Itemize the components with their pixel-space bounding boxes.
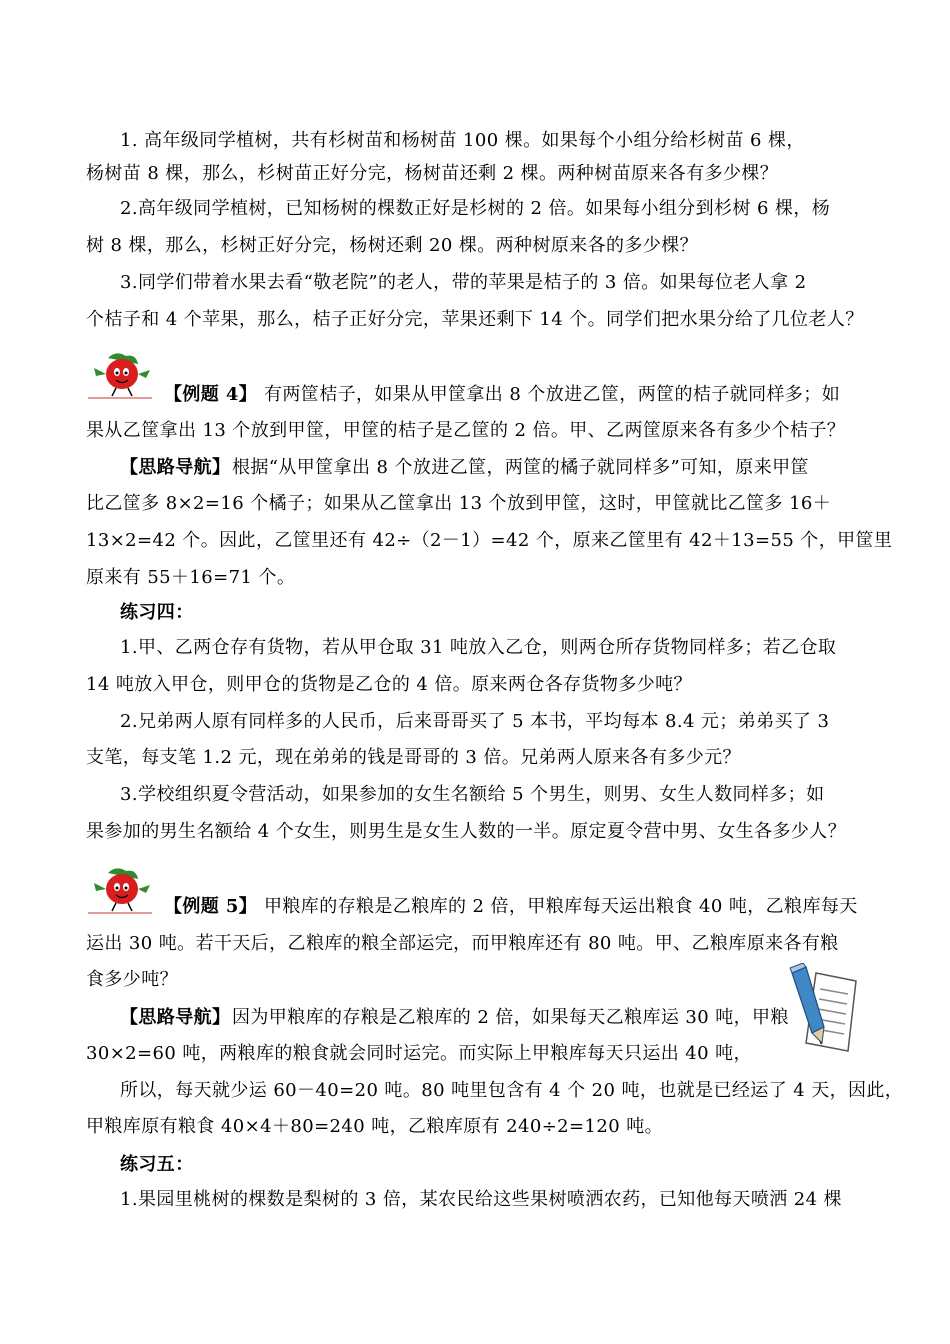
guide-label: 【思路导航】	[120, 1007, 231, 1028]
example-text: 甲粮库的存粮是乙粮库的 2 倍，甲粮库每天运出粮食 40 吨，乙粮库每天	[264, 896, 858, 917]
problem-line: 2.高年级同学植树，已知杨树的棵数正好是杉树的 2 倍。如果每小组分到杉树 6 棵，杨	[120, 198, 831, 219]
guide-text: 所以，每天就少运 60－40=20 吨。80 吨里包含有 4 个 20 吨，也就是已经运了 4 天，因此，	[120, 1080, 904, 1101]
guide-label: 【思路导航】	[120, 457, 231, 478]
practice-title: 练习五：	[120, 1154, 194, 1175]
problem-line: 14 吨放入甲仓，则甲仓的货物是乙仓的 4 倍。原来两仓各存货物多少吨？	[86, 674, 692, 695]
problem-line: 个桔子和 4 个苹果，那么，桔子正好分完，苹果还剩下 14 个。同学们把水果分给了几位老人？	[86, 309, 864, 330]
problem-line: 1.果园里桃树的棵数是梨树的 3 倍，某农民给这些果树喷洒农药，已知他每天喷洒 24 棵	[120, 1189, 843, 1210]
guide-text: 30×2=60 吨，两粮库的粮食就会同时运完。而实际上甲粮库每天只运出 40 吨，	[86, 1043, 752, 1064]
problem-line: 果参加的男生名额给 4 个女生，则男生是女生人数的一半。原定夏令营中男、女生各多少人？	[86, 821, 847, 842]
problem-line: 3.同学们带着水果去看“敬老院”的老人，带的苹果是桔子的 3 倍。如果每位老人拿 2	[120, 272, 807, 293]
guide-text: 原来有 55＋16=71 个。	[86, 567, 296, 588]
guide-text: 根据“从甲筐拿出 8 个放进乙筐，两筐的橘子就同样多”可知，原来甲筐	[232, 457, 809, 478]
example-text: 食多少吨？	[86, 969, 178, 990]
practice-title: 练习四：	[120, 602, 194, 623]
problem-line: 1. 高年级同学植树，共有杉树苗和杨树苗 100 棵。如果每个小组分给杉树苗 6 棵，	[120, 130, 805, 151]
guide-text: 甲粮库原有粮食 40×4＋80=240 吨，乙粮库原有 240÷2=120 吨。	[86, 1116, 663, 1137]
problem-line: 1.甲、乙两仓存有货物，若从甲仓取 31 吨放入乙仓，则两仓所存货物同样多；若乙仓取	[120, 637, 837, 658]
example-label: 【例题 4】	[164, 384, 258, 405]
guide-text: 因为甲粮库的存粮是乙粮库的 2 倍，如果每天乙粮库运 30 吨，甲粮	[232, 1007, 789, 1028]
example-text: 有两筐桔子，如果从甲筐拿出 8 个放进乙筐，两筐的桔子就同样多；如	[264, 384, 841, 405]
problem-line: 杨树苗 8 棵，那么，杉树苗正好分完，杨树苗还剩 2 棵。两种树苗原来各有多少棵？	[86, 163, 779, 184]
problem-line: 支笔，每支笔 1.2 元，现在弟弟的钱是哥哥的 3 倍。兄弟两人原来各有多少元？	[86, 747, 741, 768]
example-label: 【例题 5】	[164, 896, 258, 917]
apple-mascot-icon	[86, 348, 156, 400]
problem-line: 3.学校组织夏令营活动，如果参加的女生名额给 5 个男生，则男、女生人数同样多；如	[120, 784, 825, 805]
example-text: 运出 30 吨。若干天后，乙粮库的粮全部运完，而甲粮库还有 80 吨。甲、乙粮库原来各有粮	[86, 933, 839, 954]
problem-line: 树 8 棵，那么，杉树正好分完，杨树还剩 20 棵。两种树原来各的多少棵？	[86, 235, 699, 256]
example-text: 果从乙筐拿出 13 个放到甲筐，甲筐的桔子是乙筐的 2 倍。甲、乙两筐原来各有多少个桔子？	[86, 420, 846, 441]
problem-line: 2.兄弟两人原有同样多的人民币，后来哥哥买了 5 本书，平均每本 8.4 元；弟弟买了 3	[120, 711, 830, 732]
pencil-paper-icon	[786, 963, 858, 1053]
guide-text: 13×2=42 个。因此，乙筐里还有 42÷（2－1）=42 个，原来乙筐里有 42＋13=55 个，甲筐里	[86, 530, 893, 551]
apple-mascot-icon	[86, 863, 156, 915]
guide-text: 比乙筐多 8×2=16 个橘子；如果从乙筐拿出 13 个放到甲筐，这时，甲筐就比乙筐多 16＋	[86, 493, 832, 514]
